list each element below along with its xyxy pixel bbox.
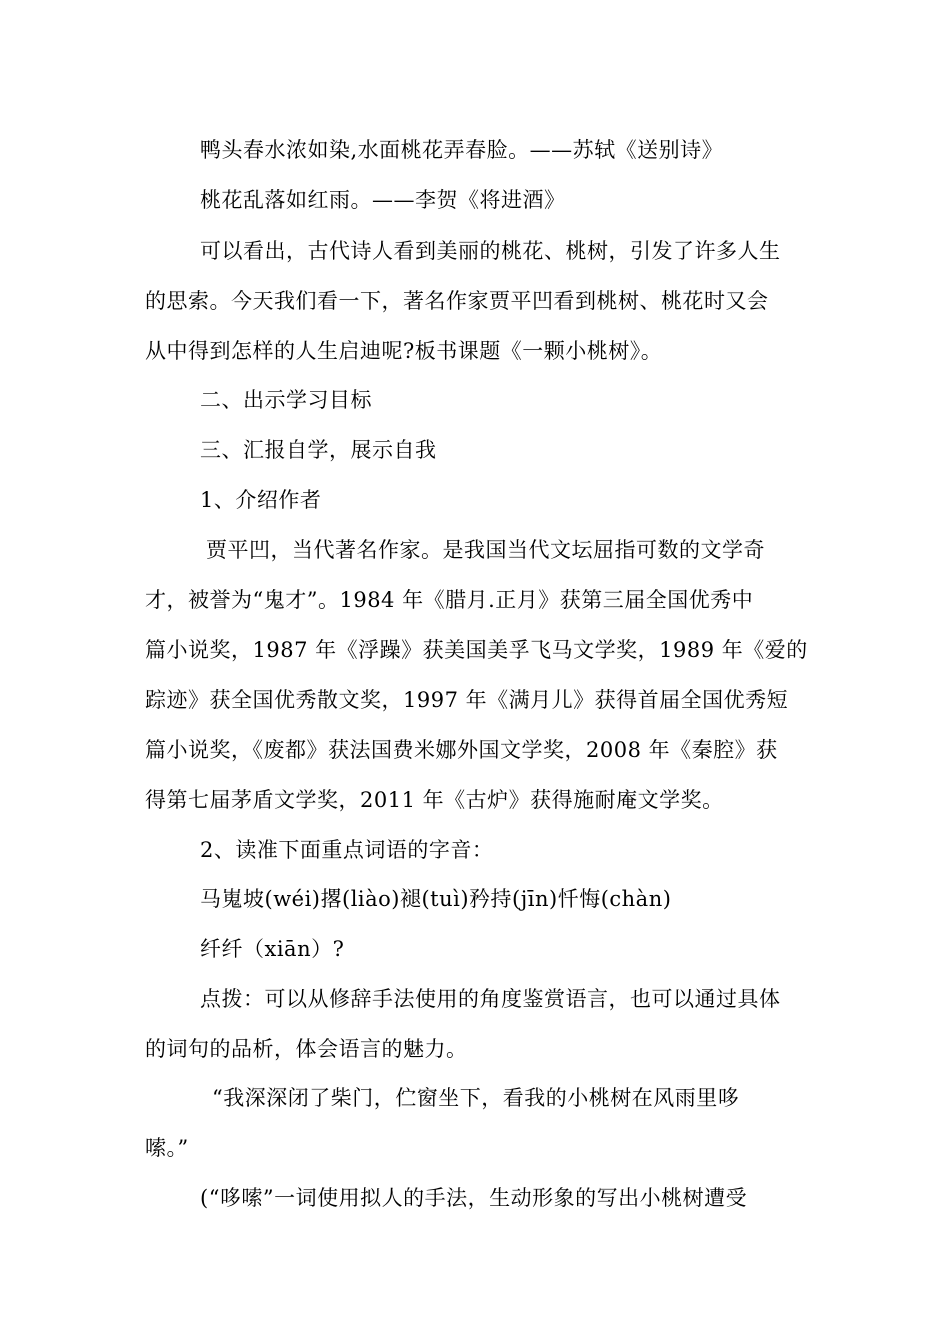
paragraph-line: 点拨：可以从修辞手法使用的角度鉴赏语言，也可以通过具体	[200, 987, 781, 1011]
paragraph-line: 贾平凹，当代著名作家。是我国当代文坛屈指可数的文学奇	[206, 538, 765, 562]
pronunciation-line: 马嵬坡(wéi)撂(liào)褪(tuì)矜持(jīn)忏悔(chàn)	[200, 887, 672, 911]
section-heading-3: 三、汇报自学，展示自我	[200, 438, 437, 462]
subheading-author: 1、介绍作者	[200, 488, 322, 512]
paragraph-line: 可以看出，古代诗人看到美丽的桃花、桃树，引发了许多人生	[200, 239, 781, 263]
paragraph-line: 得第七届茅盾文学奖，2011 年《古炉》获得施耐庵文学奖。	[145, 788, 724, 812]
paragraph-line: 才，被誉为“鬼才”。1984 年《腊月.正月》获第三届全国优秀中	[145, 588, 754, 612]
quote-line: “我深深闭了柴门，伫窗坐下，看我的小桃树在风雨里哆	[212, 1086, 740, 1110]
poem-line-su-shi: 鸭头春水浓如染,水面桃花弄春脸。——苏轼《送别诗》	[200, 138, 724, 162]
paragraph-line: 篇小说奖，《废都》获法国费米娜外国文学奖，2008 年《秦腔》获	[145, 738, 778, 762]
section-heading-2: 二、出示学习目标	[200, 388, 372, 412]
poem-line-li-he: 桃花乱落如红雨。——李贺《将进酒》	[200, 188, 566, 212]
paragraph-line: 踪迹》获全国优秀散文奖，1997 年《满月儿》获得首届全国优秀短	[145, 688, 789, 712]
quote-line: 嗦。”	[145, 1136, 189, 1160]
paragraph-line: 的词句的品析，体会语言的魅力。	[145, 1037, 468, 1061]
paragraph-line: 篇小说奖，1987 年《浮躁》获美国美孚飞马文学奖，1989 年《爱的	[145, 638, 808, 662]
paragraph-line: 从中得到怎样的人生启迪呢?板书课题《一颗小桃树》。	[145, 339, 663, 363]
subheading-pronunciation: 2、读准下面重点词语的字音：	[200, 838, 494, 862]
paragraph-line: (“哆嗦”一词使用拟人的手法，生动形象的写出小桃树遭受	[200, 1186, 748, 1210]
paragraph-line: 的思索。今天我们看一下，著名作家贾平凹看到桃树、桃花时又会	[145, 289, 769, 313]
pronunciation-line: 纤纤（xiān）?	[200, 937, 345, 961]
